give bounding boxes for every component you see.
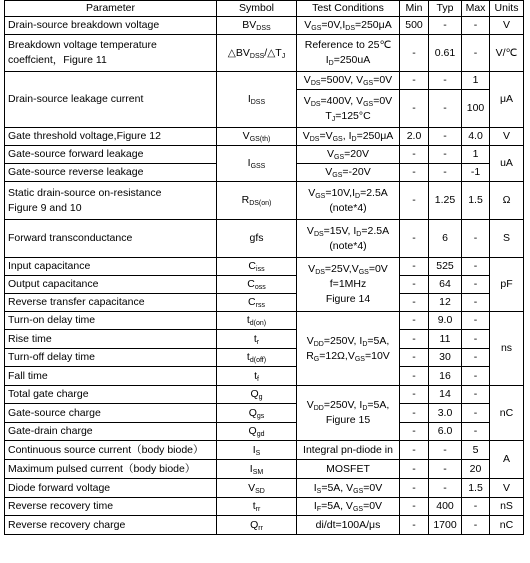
table-row: [5, 349, 524, 367]
typ-cell: -: [429, 441, 462, 460]
min-cell: -: [400, 404, 429, 423]
unit-cell: A: [490, 441, 524, 479]
parameter-cell: Breakdown voltage temperature coeffcient，Figure 11: [5, 35, 217, 72]
typ-cell: -: [429, 146, 462, 164]
condition-cell: $V_{DS}=400V$, $V_{GS}=0V$ $T_J=125^\circ C$: [297, 90, 400, 128]
max-cell: -: [462, 498, 490, 516]
condition-cell: $I_F=5A$, $V_{GS}=0V$: [297, 498, 400, 516]
table-row: [5, 404, 524, 423]
table-row: [5, 423, 524, 441]
typ-cell: -: [429, 17, 462, 35]
min-cell: -: [400, 312, 429, 330]
typ-cell: 6: [429, 220, 462, 258]
min-cell: -: [400, 294, 429, 312]
parameter-cell: Reverse recovery time: [5, 498, 217, 516]
table-row: [5, 220, 524, 258]
table-row: [5, 276, 524, 294]
table-row: [5, 460, 524, 479]
unit-cell: pF: [490, 258, 524, 312]
condition-cell: Reference to 25℃ $I_D=250uA$: [297, 35, 400, 72]
min-cell: -: [400, 182, 429, 220]
table-row: [5, 386, 524, 404]
max-cell: 5: [462, 441, 490, 460]
header-parameter: Parameter: [5, 1, 217, 17]
typ-cell: 64: [429, 276, 462, 294]
table-row: [5, 182, 524, 220]
min-cell: -: [400, 35, 429, 72]
parameter-cell: Gate-drain charge: [5, 423, 217, 441]
typ-cell: 6.0: [429, 423, 462, 441]
parameter-cell: Gate threshold voltage,Figure 12: [5, 128, 217, 146]
unit-cell: V: [490, 128, 524, 146]
min-cell: -: [400, 220, 429, 258]
max-cell: -: [462, 386, 490, 404]
typ-cell: 0.61: [429, 35, 462, 72]
typ-cell: -: [429, 128, 462, 146]
unit-cell: nC: [490, 516, 524, 535]
max-cell: -: [462, 35, 490, 72]
typ-cell: 1.25: [429, 182, 462, 220]
max-cell: -1: [462, 164, 490, 182]
unit-cell: nC: [490, 386, 524, 441]
max-cell: 1.5: [462, 182, 490, 220]
typ-cell: 400: [429, 498, 462, 516]
table-row: [5, 312, 524, 330]
table-row: [5, 498, 524, 516]
max-cell: 1.5: [462, 479, 490, 498]
min-cell: -: [400, 460, 429, 479]
parameter-cell: Diode forward voltage: [5, 479, 217, 498]
typ-cell: 3.0: [429, 404, 462, 423]
min-cell: -: [400, 386, 429, 404]
symbol-cell: $t_{rr}$: [217, 498, 297, 516]
table-row: [5, 516, 524, 535]
parameter-cell: Input capacitance: [5, 258, 217, 276]
symbol-cell: $I_{SM}$: [217, 460, 297, 479]
header-min: Min: [400, 1, 429, 17]
max-cell: -: [462, 312, 490, 330]
symbol-cell: $Q_{rr}$: [217, 516, 297, 535]
min-cell: -: [400, 516, 429, 535]
table-row: [5, 258, 524, 276]
typ-cell: 525: [429, 258, 462, 276]
min-cell: -: [400, 72, 429, 90]
symbol-cell: $t_{d(on)}$: [217, 312, 297, 330]
symbol-cell: gfs: [217, 220, 297, 258]
symbol-cell: $Q_{gd}$: [217, 423, 297, 441]
typ-cell: -: [429, 460, 462, 479]
typ-cell: -: [429, 90, 462, 128]
header-row: [5, 1, 524, 17]
condition-cell: $V_{GS}=10V,I_D=2.5A$ (note*4): [297, 182, 400, 220]
min-cell: -: [400, 367, 429, 386]
table-row: [5, 35, 524, 72]
parameter-cell: Turn-off delay time: [5, 349, 217, 367]
min-cell: -: [400, 330, 429, 349]
unit-cell: ns: [490, 312, 524, 386]
unit-cell: V: [490, 17, 524, 35]
symbol-cell: $C_{rss}$: [217, 294, 297, 312]
symbol-cell: $Q_{gs}$: [217, 404, 297, 423]
condition-cell: $V_{DS}=25V,V_{GS}=0V$ f=1MHz Figure 14: [297, 258, 400, 312]
max-cell: -: [462, 294, 490, 312]
table-row: [5, 17, 524, 35]
unit-cell: S: [490, 220, 524, 258]
parameter-cell: Gate-source reverse leakage: [5, 164, 217, 182]
symbol-cell: $C_{iss}$: [217, 258, 297, 276]
min-cell: -: [400, 498, 429, 516]
condition-cell: $V_{DS}=15V$, $I_D=2.5A$ (note*4): [297, 220, 400, 258]
max-cell: 100: [462, 90, 490, 128]
condition-cell: $V_{DD}=250V$, $I_D=5A$, Figure 15: [297, 386, 400, 441]
header-test-conditions: Test Conditions: [297, 1, 400, 17]
header-max: Max: [462, 1, 490, 17]
parameter-cell: Maximum pulsed current（body biode）: [5, 460, 217, 479]
condition-cell: Integral pn-diode in: [297, 441, 400, 460]
table-row: [5, 367, 524, 386]
symbol-cell: $BV_{DSS}$: [217, 17, 297, 35]
symbol-cell: $I_{DSS}$: [217, 72, 297, 128]
parameter-cell: Reverse recovery charge: [5, 516, 217, 535]
header-units: Units: [490, 1, 524, 17]
unit-cell: V: [490, 479, 524, 498]
condition-cell: $I_S=5A$, $V_{GS}=0V$: [297, 479, 400, 498]
parameter-cell: Total gate charge: [5, 386, 217, 404]
symbol-cell: $I_S$: [217, 441, 297, 460]
electrical-characteristics-table: [4, 0, 524, 535]
max-cell: -: [462, 349, 490, 367]
parameter-cell: Gate-source forward leakage: [5, 146, 217, 164]
max-cell: -: [462, 17, 490, 35]
min-cell: -: [400, 423, 429, 441]
parameter-cell: Forward transconductance: [5, 220, 217, 258]
max-cell: 20: [462, 460, 490, 479]
parameter-cell: Rise time: [5, 330, 217, 349]
condition-cell: di/dt=100A/μs: [297, 516, 400, 535]
table-row: [5, 128, 524, 146]
max-cell: -: [462, 258, 490, 276]
min-cell: -: [400, 90, 429, 128]
min-cell: 500: [400, 17, 429, 35]
condition-cell: $V_{GS}=0V,I_{DS}=250\mu A$: [297, 17, 400, 35]
min-cell: -: [400, 146, 429, 164]
parameter-cell: Static drain-source on-resistance Figure 9 and 10: [5, 182, 217, 220]
typ-cell: 9.0: [429, 312, 462, 330]
typ-cell: -: [429, 479, 462, 498]
symbol-cell: $t_{d(off)}$: [217, 349, 297, 367]
symbol-cell: $t_f$: [217, 367, 297, 386]
parameter-cell: Gate-source charge: [5, 404, 217, 423]
header-symbol: Symbol: [217, 1, 297, 17]
condition-cell: $V_{DD}=250V$, $I_D=5A$, $R_G=12\Omega,V_{GS}=10V$: [297, 312, 400, 386]
typ-cell: 14: [429, 386, 462, 404]
parameter-cell: Drain-source breakdown voltage: [5, 17, 217, 35]
parameter-cell: Fall time: [5, 367, 217, 386]
max-cell: -: [462, 367, 490, 386]
table-row: [5, 294, 524, 312]
symbol-cell: $\triangle BV_{DSS}/\triangle T_J$: [217, 35, 297, 72]
symbol-cell: $R_{DS(on)}$: [217, 182, 297, 220]
symbol-cell: $V_{GS(th)}$: [217, 128, 297, 146]
max-cell: -: [462, 276, 490, 294]
typ-cell: 30: [429, 349, 462, 367]
table-row: [5, 146, 524, 164]
table-row: [5, 441, 524, 460]
symbol-cell: $V_{SD}$: [217, 479, 297, 498]
typ-cell: 11: [429, 330, 462, 349]
typ-cell: 16: [429, 367, 462, 386]
unit-cell: Ω: [490, 182, 524, 220]
max-cell: 1: [462, 146, 490, 164]
max-cell: 1: [462, 72, 490, 90]
max-cell: 4.0: [462, 128, 490, 146]
max-cell: -: [462, 423, 490, 441]
unit-cell: V/℃: [490, 35, 524, 72]
unit-cell: nS: [490, 498, 524, 516]
unit-cell: uA: [490, 146, 524, 182]
typ-cell: -: [429, 164, 462, 182]
parameter-cell: Output capacitance: [5, 276, 217, 294]
symbol-cell: $I_{GSS}$: [217, 146, 297, 182]
typ-cell: -: [429, 72, 462, 90]
min-cell: 2.0: [400, 128, 429, 146]
header-typ: Typ: [429, 1, 462, 17]
parameter-cell: Reverse transfer capacitance: [5, 294, 217, 312]
typ-cell: 12: [429, 294, 462, 312]
max-cell: -: [462, 330, 490, 349]
unit-cell: μA: [490, 72, 524, 128]
parameter-cell: Turn-on delay time: [5, 312, 217, 330]
min-cell: -: [400, 164, 429, 182]
typ-cell: 1700: [429, 516, 462, 535]
min-cell: -: [400, 441, 429, 460]
min-cell: -: [400, 349, 429, 367]
symbol-cell: $Q_g$: [217, 386, 297, 404]
max-cell: -: [462, 404, 490, 423]
min-cell: -: [400, 479, 429, 498]
condition-cell: MOSFET: [297, 460, 400, 479]
condition-cell: $V_{DS}=V_{GS}$, $I_D=250\mu A$: [297, 128, 400, 146]
condition-cell: $V_{GS}=20V$: [297, 146, 400, 164]
parameter-cell: Continuous source current（body biode）: [5, 441, 217, 460]
condition-cell: $V_{GS}=-20V$: [297, 164, 400, 182]
table-row: [5, 330, 524, 349]
parameter-cell: Drain-source leakage current: [5, 72, 217, 128]
max-cell: -: [462, 220, 490, 258]
condition-cell: $V_{DS}=500V$, $V_{GS}=0V$: [297, 72, 400, 90]
table-row: [5, 72, 524, 90]
max-cell: -: [462, 516, 490, 535]
min-cell: -: [400, 258, 429, 276]
table-row: [5, 479, 524, 498]
symbol-cell: $C_{oss}$: [217, 276, 297, 294]
symbol-cell: $t_r$: [217, 330, 297, 349]
min-cell: -: [400, 276, 429, 294]
